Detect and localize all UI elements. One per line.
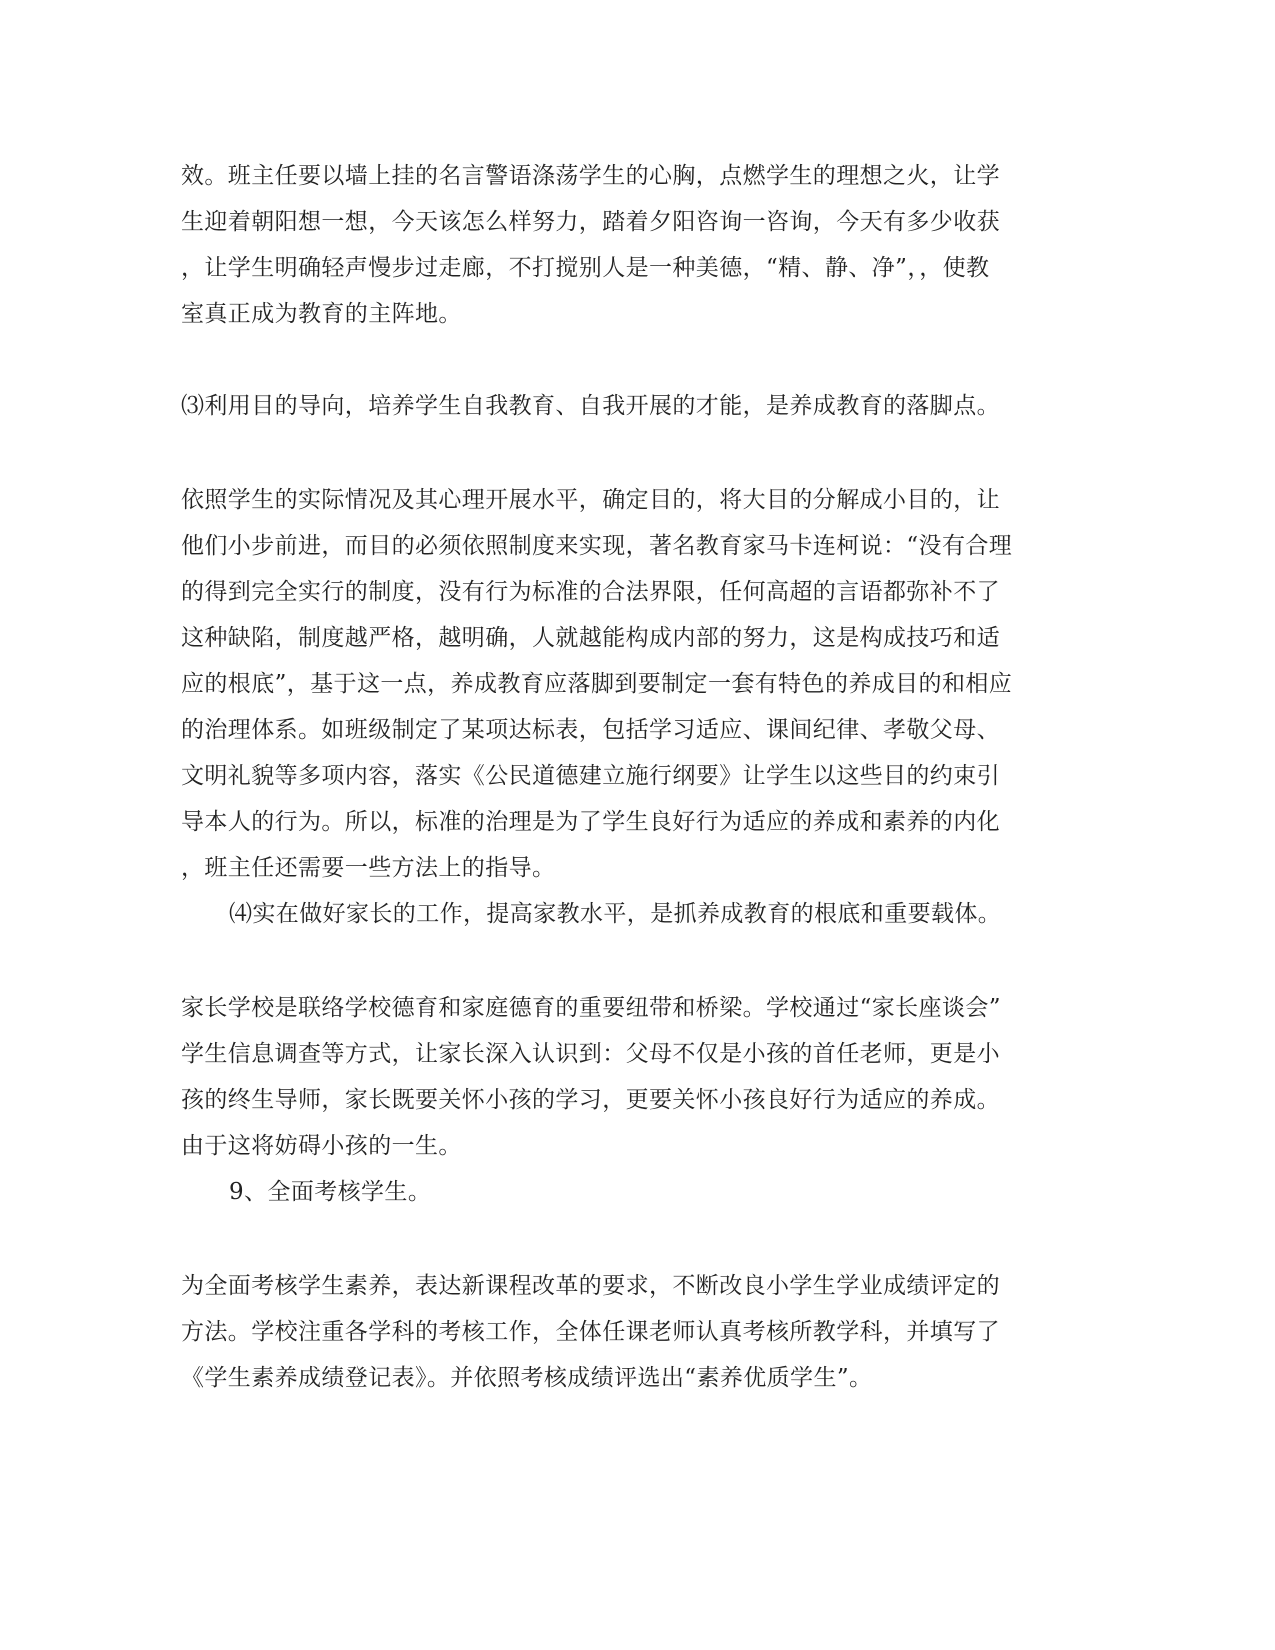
text-line: ，班主任还需要一些方法上的指导。: [181, 855, 556, 881]
text-line: 文明礼貌等多项内容，落实《公民道德建立施行纲要》让学生以这些目的约束引: [181, 763, 1000, 789]
text-line: 生迎着朝阳想一想，今天该怎么样努力，踏着夕阳咨询一咨询，今天有多少收获: [181, 209, 1000, 235]
section-heading: ⑷实在做好家长的工作，提高家教水平，是抓养成教育的根底和重要载体。: [229, 901, 1002, 927]
text-line: 这种缺陷，制度越严格，越明确，人就越能构成内部的努力，这是构成技巧和适: [181, 625, 1000, 651]
text-line: 应的根底”，基于这一点，养成教育应落脚到要制定一套有特色的养成目的和相应: [181, 671, 1013, 697]
text-line: 方法。学校注重各学科的考核工作，全体任课老师认真考核所教学科，并填写了: [181, 1319, 1000, 1345]
text-line: 他们小步前进，而目的必须依照制度来实现，著名教育家马卡连柯说：“没有合理: [181, 533, 1013, 559]
text-line: 学生信息调查等方式，让家长深入认识到：父母不仅是小孩的首任老师，更是小: [181, 1041, 1000, 1067]
section-heading: 9、全面考核学生。: [229, 1179, 432, 1205]
text-line: 导本人的行为。所以，标准的治理是为了学生良好行为适应的养成和素养的内化: [181, 809, 1000, 835]
section-heading: ⑶利用目的导向，培养学生自我教育、自我开展的才能，是养成教育的落脚点。: [181, 393, 1000, 419]
text-line: 效。班主任要以墙上挂的名言警语涤荡学生的心胸，点燃学生的理想之火，让学: [181, 163, 1000, 189]
text-line: ，让学生明确轻声慢步过走廊，不打搅别人是一种美德，“精、静、净”，，使教: [181, 255, 990, 281]
text-line: 的得到完全实行的制度，没有行为标准的合法界限，任何高超的言语都弥补不了: [181, 579, 1000, 605]
text-line: 为全面考核学生素养，表达新课程改革的要求，不断改良小学生学业成绩评定的: [181, 1273, 1000, 1299]
text-line: 孩的终生导师，家长既要关怀小孩的学习，更要关怀小孩良好行为适应的养成。: [181, 1087, 1000, 1113]
text-line: 的治理体系。如班级制定了某项达标表，包括学习适应、课间纪律、孝敬父母、: [181, 717, 1000, 743]
text-line: 依照学生的实际情况及其心理开展水平，确定目的，将大目的分解成小目的，让: [181, 487, 1000, 513]
text-line: 家长学校是联络学校德育和家庭德育的重要纽带和桥梁。学校通过“家长座谈会”: [181, 995, 1001, 1021]
text-line: 由于这将妨碍小孩的一生。: [181, 1133, 462, 1159]
text-line: 《学生素养成绩登记表》。并依照考核成绩评选出“素养优质学生”。: [181, 1365, 873, 1391]
text-line: 室真正成为教育的主阵地。: [181, 301, 462, 327]
